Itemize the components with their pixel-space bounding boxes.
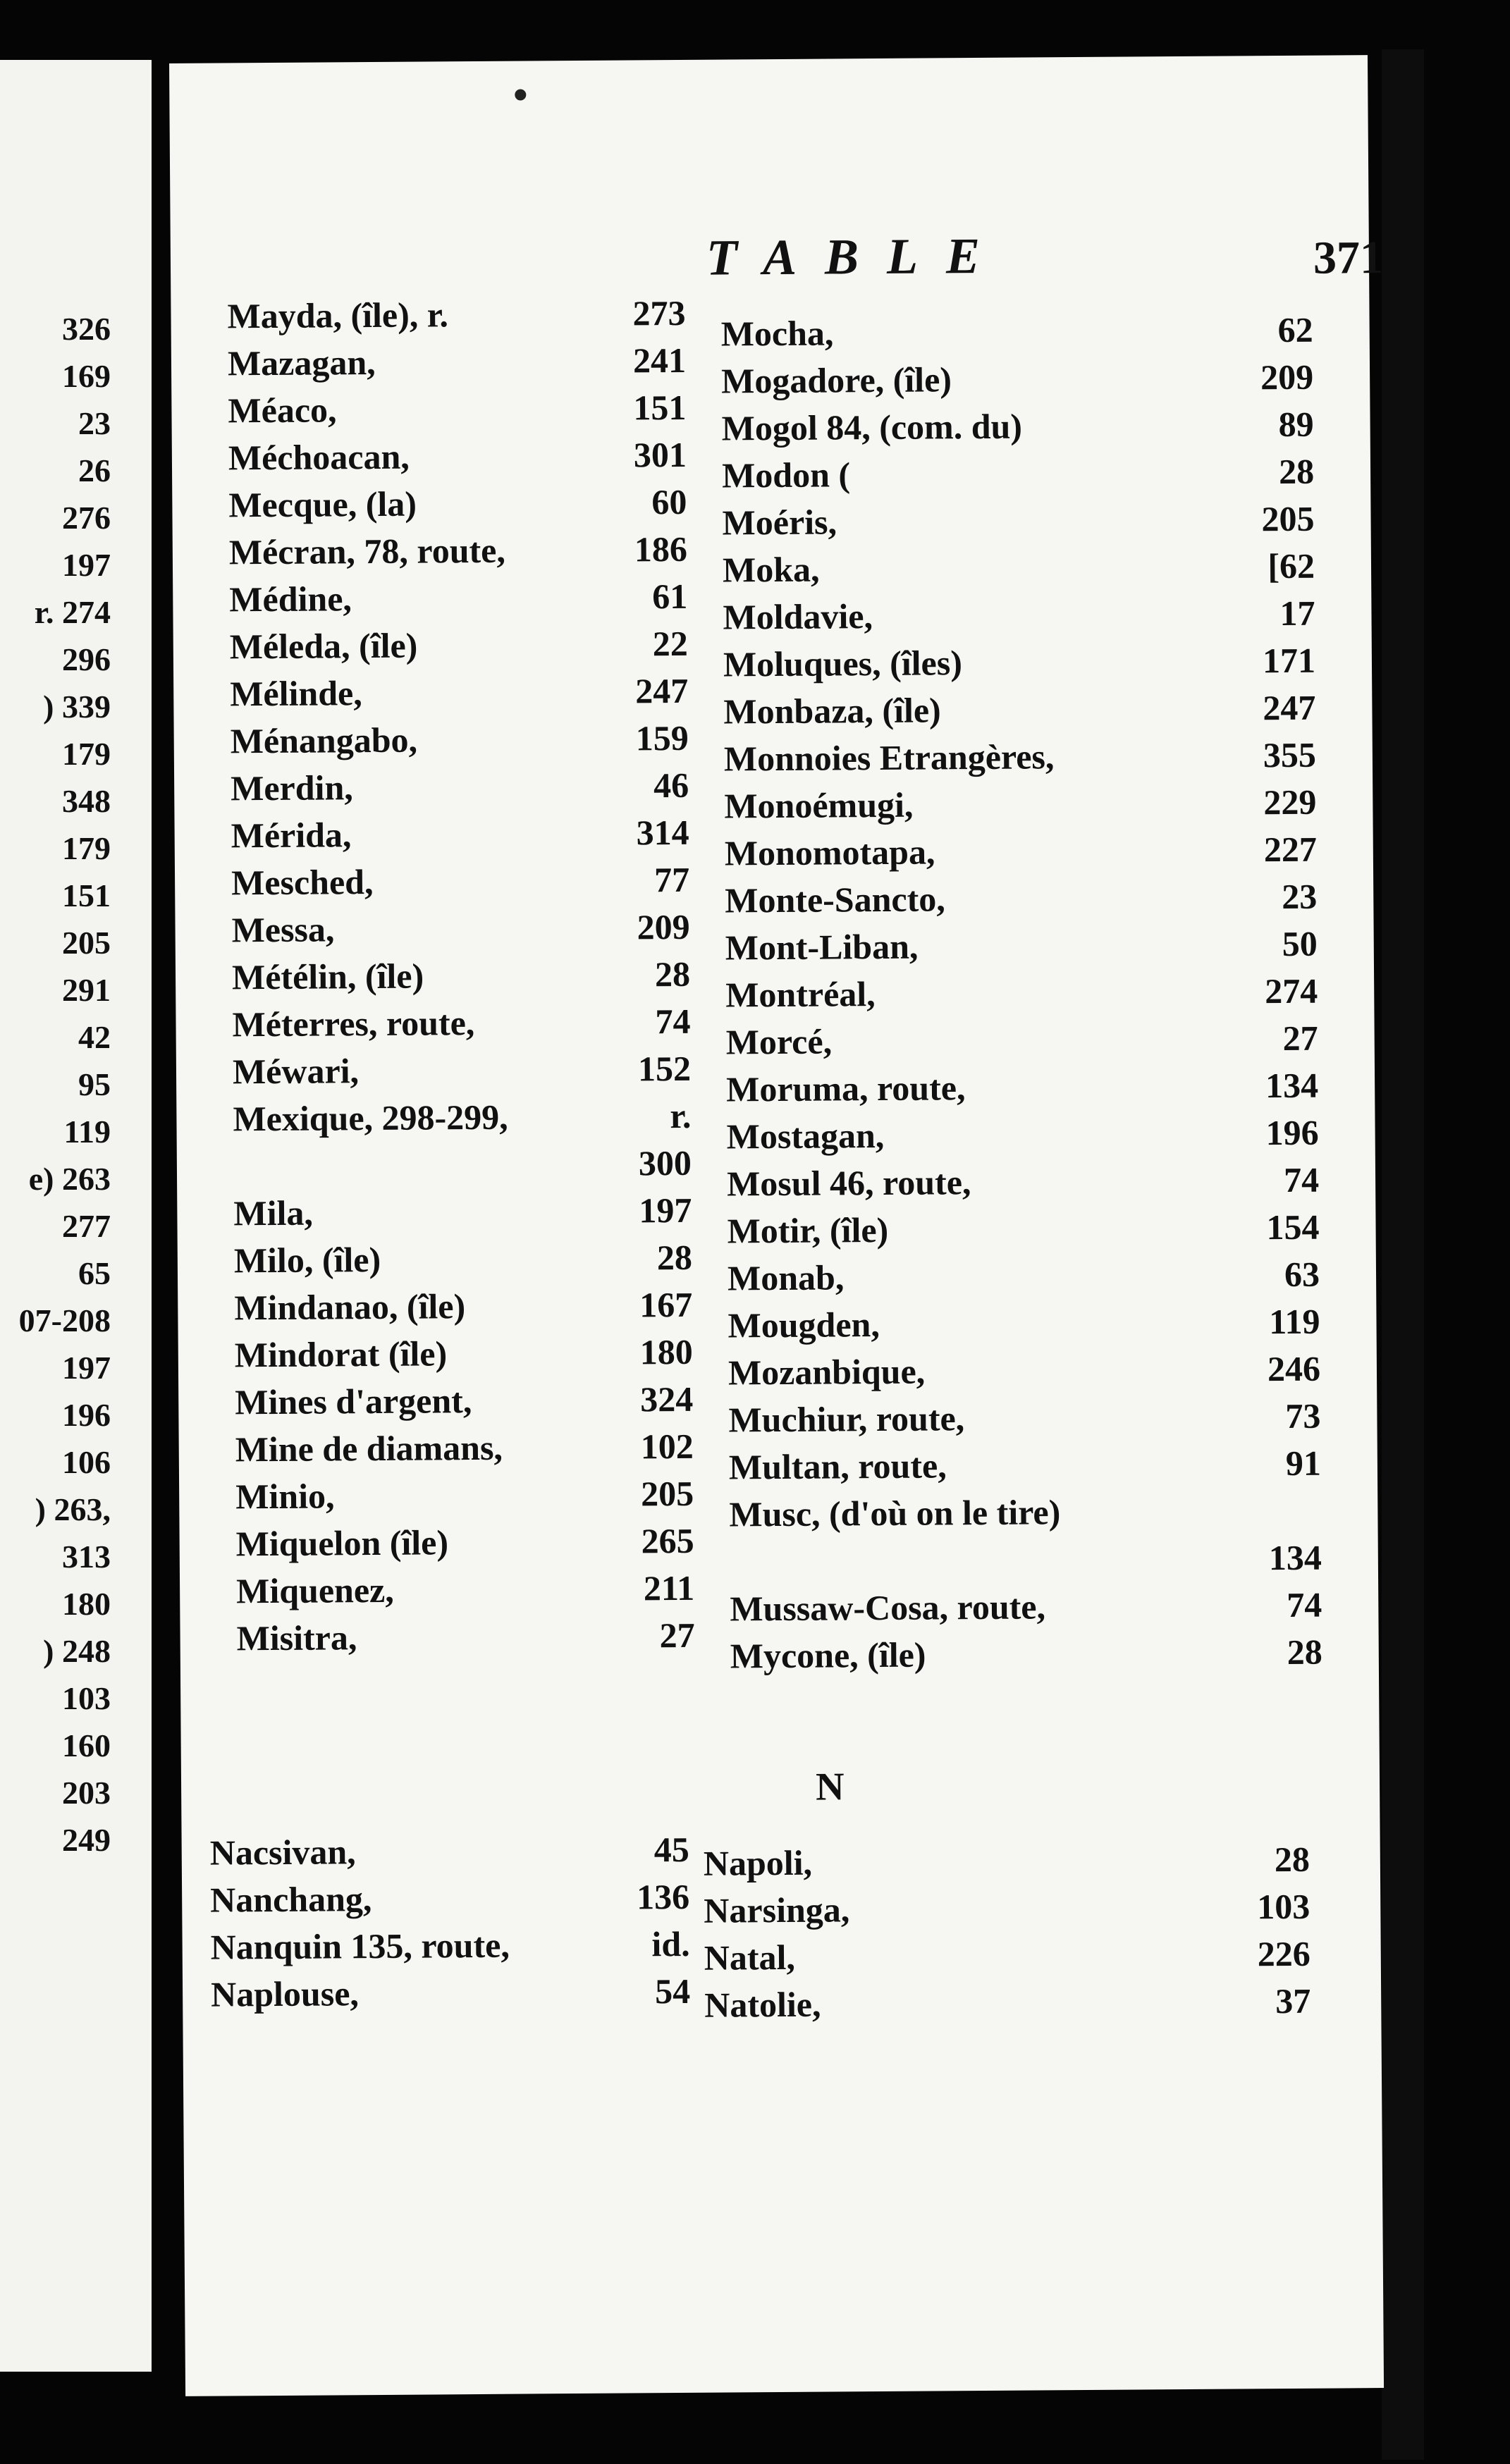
entry-page: 151 [633,387,687,428]
left-margin-number: 160 [62,1727,111,1763]
left-margin-number: 07-208 [18,1302,111,1338]
entry-name: Métélin, (île) [231,956,424,997]
entry-name: Motir, (île) [727,1209,889,1251]
left-margin-number: 119 [63,1114,111,1150]
entry-page: 73 [1285,1396,1321,1436]
index-entry [227,292,685,338]
index-entry [730,1537,1322,1584]
entry-name: Mazagan, [227,342,376,383]
left-margin-number: 197 [62,1350,111,1386]
left-margin-number: r. 274 [34,594,111,630]
left-margin-number: 23 [78,405,111,441]
entry-name: Mozanbique, [728,1351,926,1393]
left-margin-number: 291 [62,972,111,1008]
entry-name: Mogol 84, (com. du) [721,406,1023,448]
entry-page: 77 [653,859,690,900]
entry-page: 136 [636,1876,690,1917]
entry-name: Mindorat (île) [234,1333,448,1375]
entry-name: Moéris, [722,502,837,543]
index-entry [726,1112,1318,1159]
index-entry [725,829,1317,875]
index-entry [704,1933,1310,1980]
entry-name: Natolie, [704,1984,821,2025]
page-title: TABLE [706,227,1009,286]
left-margin-number: 277 [62,1208,111,1244]
section-letter: N [815,1765,845,1809]
index-entry [231,717,689,763]
index-entry [723,640,1315,686]
left-margin-number: 65 [78,1255,111,1291]
entry-name: Muchiur, route, [728,1398,965,1440]
index-entry [233,1142,692,1188]
index-entry [726,1018,1318,1064]
entry-name: Mexique, 298-299, [233,1097,508,1139]
entry-name: Milo, (île) [233,1239,381,1281]
entry-page: 74 [655,1001,691,1042]
index-entry [727,1207,1319,1253]
entry-name: Mesched, [231,862,374,903]
entry-page: 27 [1282,1018,1318,1059]
entry-name: Moluques, (îles) [723,643,963,684]
entry-name: Naplouse, [210,1973,360,2014]
entry-page: 102 [640,1426,694,1467]
entry-name: Monab, [727,1257,845,1298]
entry-page: 205 [640,1473,694,1514]
index-entry [232,954,690,999]
index-entry [725,923,1318,970]
index-entry [229,529,687,574]
index-entry [235,1473,694,1519]
entry-name: Méchoacan, [228,436,410,478]
index-entry [723,593,1315,639]
entry-page: 28 [1287,1632,1322,1672]
entry-name: Mélinde, [230,673,362,714]
entry-name: Méterres, route, [232,1003,475,1045]
index-entry [723,687,1315,734]
entry-page: 46 [653,765,689,806]
index-entry [210,1829,689,1875]
entry-name: Miquenez, [235,1570,394,1611]
entry-page: 247 [1263,687,1316,728]
index-entry [724,734,1316,781]
entry-name: Morcé, [725,1021,833,1062]
entry-name: Monoémugi, [724,784,914,826]
entry-page: 355 [1263,734,1317,775]
index-entry [729,1490,1321,1536]
left-margin-number: ) 248 [43,1633,111,1669]
entry-page: 324 [640,1379,694,1419]
book-page [169,55,1384,2396]
index-entry [235,1331,693,1377]
entry-name: Merdin, [230,768,353,808]
index-entry [231,812,689,858]
left-margin-number: 179 [62,736,111,772]
entry-name: Modon ( [721,455,851,495]
entry-page: 300 [638,1142,692,1183]
left-margin-number: 106 [62,1444,111,1480]
index-entry [210,1876,689,1922]
index-entry [728,1254,1320,1300]
entry-page: 54 [654,1971,691,2012]
index-entry [231,859,689,905]
index-entry [704,1981,1310,2027]
index-entry [236,1567,694,1613]
entry-page: 246 [1267,1348,1321,1389]
entry-name: Mogadore, (île) [720,359,952,401]
entry-page: 265 [641,1520,694,1561]
entry-name: Nanchang, [209,1879,372,1920]
entry-name: Méwari, [232,1051,360,1092]
index-entry [235,1520,694,1566]
entry-name: Méaco, [228,390,337,431]
left-margin-number: 197 [62,547,111,583]
page-gutter [1382,49,1424,2460]
entry-page: 167 [639,1284,693,1325]
entry-name: Mocha, [720,313,834,354]
index-entry [724,782,1316,828]
entry-name: Mayda, (île), r. [227,295,449,336]
entry-name: Monnoies Etrangères, [723,737,1055,779]
entry-name: Natal, [704,1937,796,1978]
entry-name: Mosul 46, route, [726,1162,971,1204]
entry-name: Mindanao, (île) [234,1286,466,1328]
left-margin-number: 205 [62,925,111,961]
left-margin-number: 348 [62,783,111,819]
left-margin-number: 276 [62,500,111,536]
entry-page: [62 [1267,546,1315,586]
entry-name: Mines d'argent, [235,1381,472,1422]
entry-name: Misitra, [236,1618,357,1658]
entry-page: 205 [1261,498,1315,539]
index-entry [231,906,689,952]
entry-name: Mila, [233,1193,314,1233]
index-entry [233,1095,691,1141]
left-margin-number: 103 [62,1680,111,1716]
index-entry [723,546,1315,592]
entry-name: Narsinga, [704,1890,850,1930]
entry-name: Mont-Liban, [725,926,919,968]
entry-name: Moruma, route, [725,1068,966,1109]
entry-name: Moldavie, [723,596,873,637]
entry-name: Miquelon (île) [235,1522,449,1564]
index-entry [721,357,1313,403]
left-margin-number: 42 [78,1019,111,1055]
entry-page: 50 [1282,923,1318,964]
entry-page: 314 [636,812,689,853]
index-entry [210,1923,689,1969]
index-entry [704,1886,1310,1933]
index-entry [232,1001,690,1047]
entry-page: 154 [1266,1207,1320,1248]
entry-page: 209 [1260,357,1314,398]
page-header [537,226,1384,286]
entry-page: 28 [656,1237,693,1278]
entry-page: 273 [632,292,686,333]
entry-name: Nacsivan, [209,1832,356,1873]
left-margin-number: 169 [62,358,111,394]
entry-page: 119 [1269,1301,1320,1342]
index-entry [728,1348,1320,1395]
entry-page: 61 [652,576,688,617]
page-number: 371 [1313,231,1384,284]
entry-page: 37 [1275,1981,1311,2021]
entry-name: Monte-Sancto, [725,879,945,920]
entry-page: 196 [1265,1112,1319,1153]
entry-name: Méleda, (île) [229,625,418,667]
index-entry [728,1396,1320,1442]
entry-page: 22 [652,623,688,664]
index-entry [730,1632,1322,1678]
left-margin-number: 249 [62,1822,111,1858]
entry-page: 134 [1265,1065,1319,1106]
index-entry [722,451,1314,498]
index-entry [234,1284,692,1330]
entry-name: Mycone, (île) [730,1634,926,1676]
entry-name: Mussaw-Cosa, route, [730,1587,1046,1629]
left-margin-number: 196 [62,1397,111,1433]
index-entry [234,1237,692,1283]
entry-page: 17 [1279,593,1315,634]
entry-name: Multan, route, [728,1446,947,1487]
left-margin-number: 203 [62,1775,111,1811]
entry-page: 247 [635,670,689,711]
index-entry [231,765,689,811]
index-entry [235,1379,693,1424]
left-margin-number: 180 [62,1586,111,1622]
index-entry [235,1426,694,1472]
entry-page: 197 [639,1190,692,1231]
entry-page: 227 [1263,829,1318,870]
entry-page: 171 [1262,640,1316,681]
index-entry [704,1839,1310,1885]
entry-page: 74 [1287,1584,1322,1625]
entry-page: 45 [653,1829,689,1870]
entry-page: 103 [1257,1886,1310,1927]
index-entry [729,1443,1321,1489]
entry-name: Médine, [229,579,352,620]
entry-page: r. [670,1095,692,1136]
entry-name: Musc, (d'où on le tire) [729,1492,1061,1534]
entry-name: Nanquin 135, route, [210,1925,510,1967]
entry-name: Moka, [722,549,820,590]
entry-page: 63 [1284,1254,1320,1294]
entry-page: 301 [633,434,687,475]
index-entry [727,1159,1319,1206]
entry-page: 229 [1263,782,1317,823]
entry-page: 74 [1283,1159,1320,1200]
index-entry [228,434,687,480]
index-entry [228,387,686,433]
left-page-edge [0,60,152,2372]
index-entry [725,971,1318,1017]
index-entry [230,670,688,716]
index-entry [730,1584,1322,1631]
entry-name: Mine de diamans, [235,1427,503,1470]
entry-page: 134 [1268,1537,1322,1578]
left-margin-number: ) 339 [43,689,111,725]
entry-page: 28 [654,954,691,994]
index-entry [725,876,1317,923]
entry-page: 62 [1277,309,1313,350]
entry-page: 89 [1278,404,1314,445]
entry-name: Montréal, [725,974,876,1015]
entry-page: 226 [1257,1933,1310,1974]
index-entry [721,404,1313,450]
left-margin-number: 151 [62,877,111,913]
entry-page: 274 [1265,971,1318,1011]
index-entry [720,309,1313,356]
index-entry [230,623,688,669]
entry-name: Minio, [235,1476,335,1517]
entry-page: 209 [637,906,690,947]
entry-name: Mostagan, [726,1115,885,1157]
index-entry [728,1301,1320,1348]
entry-page: 28 [1278,451,1315,492]
entry-page: 27 [659,1615,695,1656]
entry-name: Monomotapa, [724,832,935,873]
left-margin-number: ) 263, [35,1491,111,1527]
entry-name: Ménangabo, [230,720,418,761]
entry-name: Mérida, [231,815,352,856]
entry-name: Mécran, 78, route, [228,530,506,572]
entry-page: 23 [1282,876,1318,917]
left-margin-number: 326 [62,311,111,347]
left-margin-number: 296 [62,641,111,677]
entry-name: Mougden, [728,1305,880,1345]
ink-dot [515,89,526,100]
entry-name: Mecque, (la) [228,483,417,525]
index-entry [228,481,687,527]
index-entry [233,1190,692,1236]
left-margin-number: e) 263 [28,1161,111,1197]
entry-page: 60 [651,481,687,522]
entry-page: 91 [1285,1443,1322,1483]
left-margin-number: 26 [78,452,111,488]
index-entry [722,498,1314,545]
entry-name: Napoli, [703,1842,813,1883]
index-entry [228,340,686,386]
left-margin-number: 179 [62,830,111,866]
left-margin-number: 95 [78,1066,111,1102]
entry-page: 186 [634,529,688,569]
entry-page: 211 [643,1567,695,1608]
index-entry [211,1971,690,2016]
entry-page: 152 [637,1048,692,1089]
entry-name: Messa, [231,909,335,950]
index-entry [726,1065,1318,1111]
index-entry [229,576,687,622]
left-margin-number: 313 [62,1539,111,1575]
entry-name: Monbaza, (île) [723,690,941,732]
index-entry [236,1615,694,1661]
entry-page: 28 [1274,1839,1310,1880]
entry-page: 180 [639,1331,693,1372]
entry-page: id. [651,1923,690,1964]
entry-page: 241 [632,340,687,381]
entry-page: 159 [635,717,689,758]
index-entry [233,1048,691,1094]
